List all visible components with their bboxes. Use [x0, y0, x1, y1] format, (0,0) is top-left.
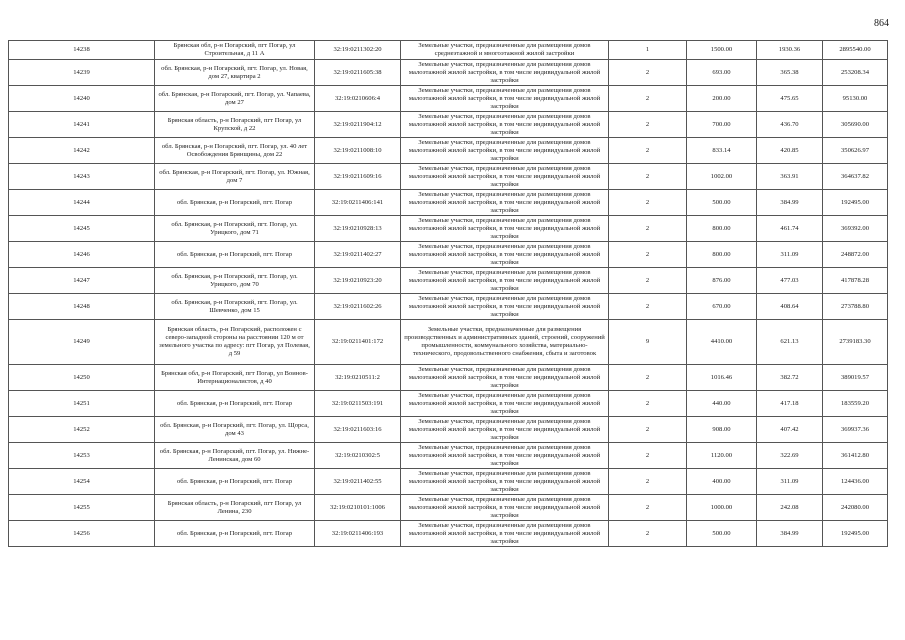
area-cell: 833.14 — [687, 138, 757, 164]
cadastral-number-cell: 32:19:0210302:5 — [315, 443, 401, 469]
land-purpose-cell: Земельные участки, предназначенные для размещения домов малоэтажной жилой застройки, в том числе индивидуальной жилой застройки — [401, 216, 609, 242]
table-row — [9, 60, 888, 86]
cadastral-value-cell: 192495.00 — [823, 521, 888, 547]
table-row — [9, 521, 888, 547]
cadastral-number-cell: 32:19:0211406:193 — [315, 521, 401, 547]
cadastral-value-cell: 124436.00 — [823, 469, 888, 495]
category-code-cell: 2 — [609, 86, 687, 112]
row-number: 14244 — [9, 190, 155, 216]
cadastral-number-cell: 32:19:0211402:55 — [315, 469, 401, 495]
address-cell: обл. Брянская, р-н Погарский, пгт. Погар — [155, 242, 315, 268]
category-code-cell: 2 — [609, 469, 687, 495]
specific-value-cell: 475.65 — [757, 86, 823, 112]
land-purpose-cell: Земельные участки, предназначенные для размещения домов малоэтажной жилой застройки, в том числе индивидуальной жилой застройки — [401, 242, 609, 268]
address-cell: обл. Брянская, р-н Погарский, пгт. Погар — [155, 521, 315, 547]
area-cell: 800.00 — [687, 242, 757, 268]
land-purpose-cell: Земельные участки, предназначенные для размещения домов среднеэтажной и многоэтажной жилой застройки — [401, 41, 609, 60]
cadastral-number-cell: 32:19:0210923:20 — [315, 268, 401, 294]
table-row — [9, 391, 888, 417]
cadastral-number-cell: 32:19:0211605:38 — [315, 60, 401, 86]
area-cell: 876.00 — [687, 268, 757, 294]
address-cell: обл. Брянская, р-н Погарский, пгт. Погар, ул. 40 лет Освобождения Брянщины, дом 22 — [155, 138, 315, 164]
area-cell: 500.00 — [687, 521, 757, 547]
cadastral-number-cell: 32:19:0211603:16 — [315, 417, 401, 443]
cadastral-value-cell: 350626.97 — [823, 138, 888, 164]
cadastral-number-cell: 32:19:0210606:4 — [315, 86, 401, 112]
address-cell: обл. Брянская, р-н Погарский, пгт. Погар, ул. Шевченко, дом 15 — [155, 294, 315, 320]
land-purpose-cell: Земельные участки, предназначенные для размещения домов малоэтажной жилой застройки, в том числе индивидуальной жилой застройки — [401, 190, 609, 216]
land-purpose-cell: Земельные участки, предназначенные для размещения домов малоэтажной жилой застройки, в том числе индивидуальной жилой застройки — [401, 443, 609, 469]
category-code-cell: 2 — [609, 521, 687, 547]
specific-value-cell: 242.08 — [757, 495, 823, 521]
row-number: 14253 — [9, 443, 155, 469]
address-cell: обл. Брянская, р-н Погарский, пгт. Погар, ул. Урицкого, дом 70 — [155, 268, 315, 294]
cadastral-number-cell: 32:19:0210511:2 — [315, 365, 401, 391]
area-cell: 800.00 — [687, 216, 757, 242]
address-cell: обл. Брянская, р-н Погарский, пгт. Погар, ул. Нижне-Ленинская, дом 60 — [155, 443, 315, 469]
cadastral-value-cell: 192495.00 — [823, 190, 888, 216]
row-number: 14243 — [9, 164, 155, 190]
row-number: 14248 — [9, 294, 155, 320]
area-cell: 4410.00 — [687, 320, 757, 365]
cadastral-number-cell: 32:19:0211602:26 — [315, 294, 401, 320]
row-number: 14247 — [9, 268, 155, 294]
cadastral-number-cell: 32:19:0210101:1006 — [315, 495, 401, 521]
category-code-cell: 2 — [609, 216, 687, 242]
area-cell: 1500.00 — [687, 41, 757, 60]
specific-value-cell: 311.09 — [757, 242, 823, 268]
cadastral-value-cell: 253208.34 — [823, 60, 888, 86]
specific-value-cell: 384.99 — [757, 521, 823, 547]
category-code-cell: 2 — [609, 112, 687, 138]
area-cell: 500.00 — [687, 190, 757, 216]
specific-value-cell: 311.09 — [757, 469, 823, 495]
land-purpose-cell: Земельные участки, предназначенные для размещения домов малоэтажной жилой застройки, в том числе индивидуальной жилой застройки — [401, 521, 609, 547]
category-code-cell: 2 — [609, 391, 687, 417]
category-code-cell: 1 — [609, 41, 687, 60]
row-number: 14250 — [9, 365, 155, 391]
specific-value-cell: 363.91 — [757, 164, 823, 190]
address-cell: Брянская область, р-н Погарский, пгт Погар, ул Ленина, 230 — [155, 495, 315, 521]
cadastral-value-cell: 369937.36 — [823, 417, 888, 443]
table-row — [9, 320, 888, 365]
address-cell: Брянская область, р-н Погарский, пгт Погар, ул Крупской, д 22 — [155, 112, 315, 138]
area-cell: 908.00 — [687, 417, 757, 443]
cadastral-number-cell: 32:19:0211904:12 — [315, 112, 401, 138]
row-number: 14238 — [9, 41, 155, 60]
area-cell: 1000.00 — [687, 495, 757, 521]
land-purpose-cell: Земельные участки, предназначенные для размещения домов малоэтажной жилой застройки, в том числе индивидуальной жилой застройки — [401, 469, 609, 495]
specific-value-cell: 408.64 — [757, 294, 823, 320]
table-row — [9, 112, 888, 138]
area-cell: 670.00 — [687, 294, 757, 320]
category-code-cell: 2 — [609, 365, 687, 391]
category-code-cell: 2 — [609, 443, 687, 469]
table-row — [9, 268, 888, 294]
specific-value-cell: 461.74 — [757, 216, 823, 242]
category-code-cell: 2 — [609, 268, 687, 294]
category-code-cell: 9 — [609, 320, 687, 365]
table-row — [9, 469, 888, 495]
specific-value-cell: 1930.36 — [757, 41, 823, 60]
category-code-cell: 2 — [609, 294, 687, 320]
land-purpose-cell: Земельные участки, предназначенные для размещения производственных и административных зданий, строений, сооружений промышленности, коммунального хозяйства, материально-технического, продовольственного снабжения, сбыта и заготовок — [401, 320, 609, 365]
table-body — [9, 41, 888, 547]
area-cell: 200.00 — [687, 86, 757, 112]
cadastral-value-cell: 248872.00 — [823, 242, 888, 268]
row-number: 14239 — [9, 60, 155, 86]
table-row — [9, 138, 888, 164]
land-purpose-cell: Земельные участки, предназначенные для размещения домов малоэтажной жилой застройки, в том числе индивидуальной жилой застройки — [401, 391, 609, 417]
specific-value-cell: 621.13 — [757, 320, 823, 365]
cadastral-number-cell: 32:19:0210928:13 — [315, 216, 401, 242]
cadastral-value-cell: 183559.20 — [823, 391, 888, 417]
address-cell: обл. Брянская, р-н Погарский, пгт. Погар — [155, 190, 315, 216]
specific-value-cell: 382.72 — [757, 365, 823, 391]
row-number: 14254 — [9, 469, 155, 495]
cadastral-value-cell: 95130.00 — [823, 86, 888, 112]
category-code-cell: 2 — [609, 190, 687, 216]
land-purpose-cell: Земельные участки, предназначенные для размещения домов малоэтажной жилой застройки, в том числе индивидуальной жилой застройки — [401, 164, 609, 190]
land-purpose-cell: Земельные участки, предназначенные для размещения домов малоэтажной жилой застройки, в том числе индивидуальной жилой застройки — [401, 112, 609, 138]
category-code-cell: 2 — [609, 242, 687, 268]
table-row — [9, 164, 888, 190]
land-purpose-cell: Земельные участки, предназначенные для размещения домов малоэтажной жилой застройки, в том числе индивидуальной жилой застройки — [401, 294, 609, 320]
area-cell: 693.00 — [687, 60, 757, 86]
address-cell: Брянская обл, р-н Погарский, пгт Погар, ул Строительная, д 11 А — [155, 41, 315, 60]
table-row — [9, 443, 888, 469]
address-cell: обл. Брянская, р-н Погарский, пгт. Погар, ул. Южная, дом 7 — [155, 164, 315, 190]
land-purpose-cell: Земельные участки, предназначенные для размещения домов малоэтажной жилой застройки, в том числе индивидуальной жилой застройки — [401, 495, 609, 521]
cadastral-value-cell: 273788.80 — [823, 294, 888, 320]
row-number: 14256 — [9, 521, 155, 547]
cadastral-value-cell: 305690.00 — [823, 112, 888, 138]
address-cell: обл. Брянская, р-н Погарский, пгт. Погар — [155, 469, 315, 495]
cadastral-value-cell: 2895540.00 — [823, 41, 888, 60]
row-number: 14246 — [9, 242, 155, 268]
specific-value-cell: 417.18 — [757, 391, 823, 417]
row-number: 14242 — [9, 138, 155, 164]
area-cell: 1016.46 — [687, 365, 757, 391]
area-cell: 1002.00 — [687, 164, 757, 190]
land-purpose-cell: Земельные участки, предназначенные для размещения домов малоэтажной жилой застройки, в том числе индивидуальной жилой застройки — [401, 365, 609, 391]
category-code-cell: 2 — [609, 138, 687, 164]
table-row — [9, 216, 888, 242]
row-number: 14249 — [9, 320, 155, 365]
area-cell: 440.00 — [687, 391, 757, 417]
address-cell: Брянская обл, р-н Погарский, пгт Погар, ул Воинов-Интернационалистов, д 40 — [155, 365, 315, 391]
row-number: 14252 — [9, 417, 155, 443]
specific-value-cell: 436.70 — [757, 112, 823, 138]
table-row — [9, 495, 888, 521]
category-code-cell: 2 — [609, 417, 687, 443]
cadastral-value-cell: 242080.00 — [823, 495, 888, 521]
specific-value-cell: 407.42 — [757, 417, 823, 443]
land-purpose-cell: Земельные участки, предназначенные для размещения домов малоэтажной жилой застройки, в том числе индивидуальной жилой застройки — [401, 268, 609, 294]
row-number: 14251 — [9, 391, 155, 417]
land-purpose-cell: Земельные участки, предназначенные для размещения домов малоэтажной жилой застройки, в том числе индивидуальной жилой застройки — [401, 417, 609, 443]
cadastral-value-cell: 389019.57 — [823, 365, 888, 391]
row-number: 14255 — [9, 495, 155, 521]
cadastral-number-cell: 32:19:0211302:20 — [315, 41, 401, 60]
cadastral-number-cell: 32:19:0211402:27 — [315, 242, 401, 268]
cadastral-value-cell: 361412.80 — [823, 443, 888, 469]
land-registry-table — [8, 40, 888, 547]
address-cell: обл. Брянская, р-н Погарский, пгт. Погар, ул. Чапаева, дом 27 — [155, 86, 315, 112]
table-row — [9, 190, 888, 216]
area-cell: 700.00 — [687, 112, 757, 138]
address-cell: обл. Брянская, р-н Погарский, пгт. Погар — [155, 391, 315, 417]
cadastral-value-cell: 364637.82 — [823, 164, 888, 190]
row-number: 14241 — [9, 112, 155, 138]
cadastral-number-cell: 32:19:0211609:16 — [315, 164, 401, 190]
row-number: 14245 — [9, 216, 155, 242]
specific-value-cell: 365.38 — [757, 60, 823, 86]
category-code-cell: 2 — [609, 495, 687, 521]
table-row — [9, 294, 888, 320]
address-cell: обл. Брянская, р-н Погарский, пгт. Погар, ул. Новая, дом 27, квартира 2 — [155, 60, 315, 86]
table-row — [9, 86, 888, 112]
cadastral-value-cell: 2739183.30 — [823, 320, 888, 365]
area-cell: 1120.00 — [687, 443, 757, 469]
cadastral-number-cell: 32:19:0211008:10 — [315, 138, 401, 164]
address-cell: обл. Брянская, р-н Погарский, пгт. Погар, ул. Урицкого, дом 71 — [155, 216, 315, 242]
table-row — [9, 41, 888, 60]
category-code-cell: 2 — [609, 164, 687, 190]
row-number: 14240 — [9, 86, 155, 112]
area-cell: 400.00 — [687, 469, 757, 495]
table-row — [9, 365, 888, 391]
address-cell: Брянская область, р-н Погарский, расположен с северо-западной стороны на расстоянии 120 м от земельного участка по адресу: пгт Погар, ул Полевая, д 59 — [155, 320, 315, 365]
category-code-cell: 2 — [609, 60, 687, 86]
specific-value-cell: 384.99 — [757, 190, 823, 216]
cadastral-number-cell: 32:19:0211401:172 — [315, 320, 401, 365]
cadastral-value-cell: 369392.00 — [823, 216, 888, 242]
specific-value-cell: 420.85 — [757, 138, 823, 164]
land-purpose-cell: Земельные участки, предназначенные для размещения домов малоэтажной жилой застройки, в том числе индивидуальной жилой застройки — [401, 86, 609, 112]
cadastral-number-cell: 32:19:0211503:191 — [315, 391, 401, 417]
cadastral-value-cell: 417878.28 — [823, 268, 888, 294]
specific-value-cell: 477.03 — [757, 268, 823, 294]
land-purpose-cell: Земельные участки, предназначенные для размещения домов малоэтажной жилой застройки, в том числе индивидуальной жилой застройки — [401, 60, 609, 86]
page-number: 864 — [874, 18, 889, 29]
table-row — [9, 417, 888, 443]
cadastral-number-cell: 32:19:0211406:141 — [315, 190, 401, 216]
specific-value-cell: 322.69 — [757, 443, 823, 469]
land-purpose-cell: Земельные участки, предназначенные для размещения домов малоэтажной жилой застройки, в том числе индивидуальной жилой застройки — [401, 138, 609, 164]
table-row — [9, 242, 888, 268]
address-cell: обл. Брянская, р-н Погарский, пгт. Погар, ул. Щорса, дом 43 — [155, 417, 315, 443]
